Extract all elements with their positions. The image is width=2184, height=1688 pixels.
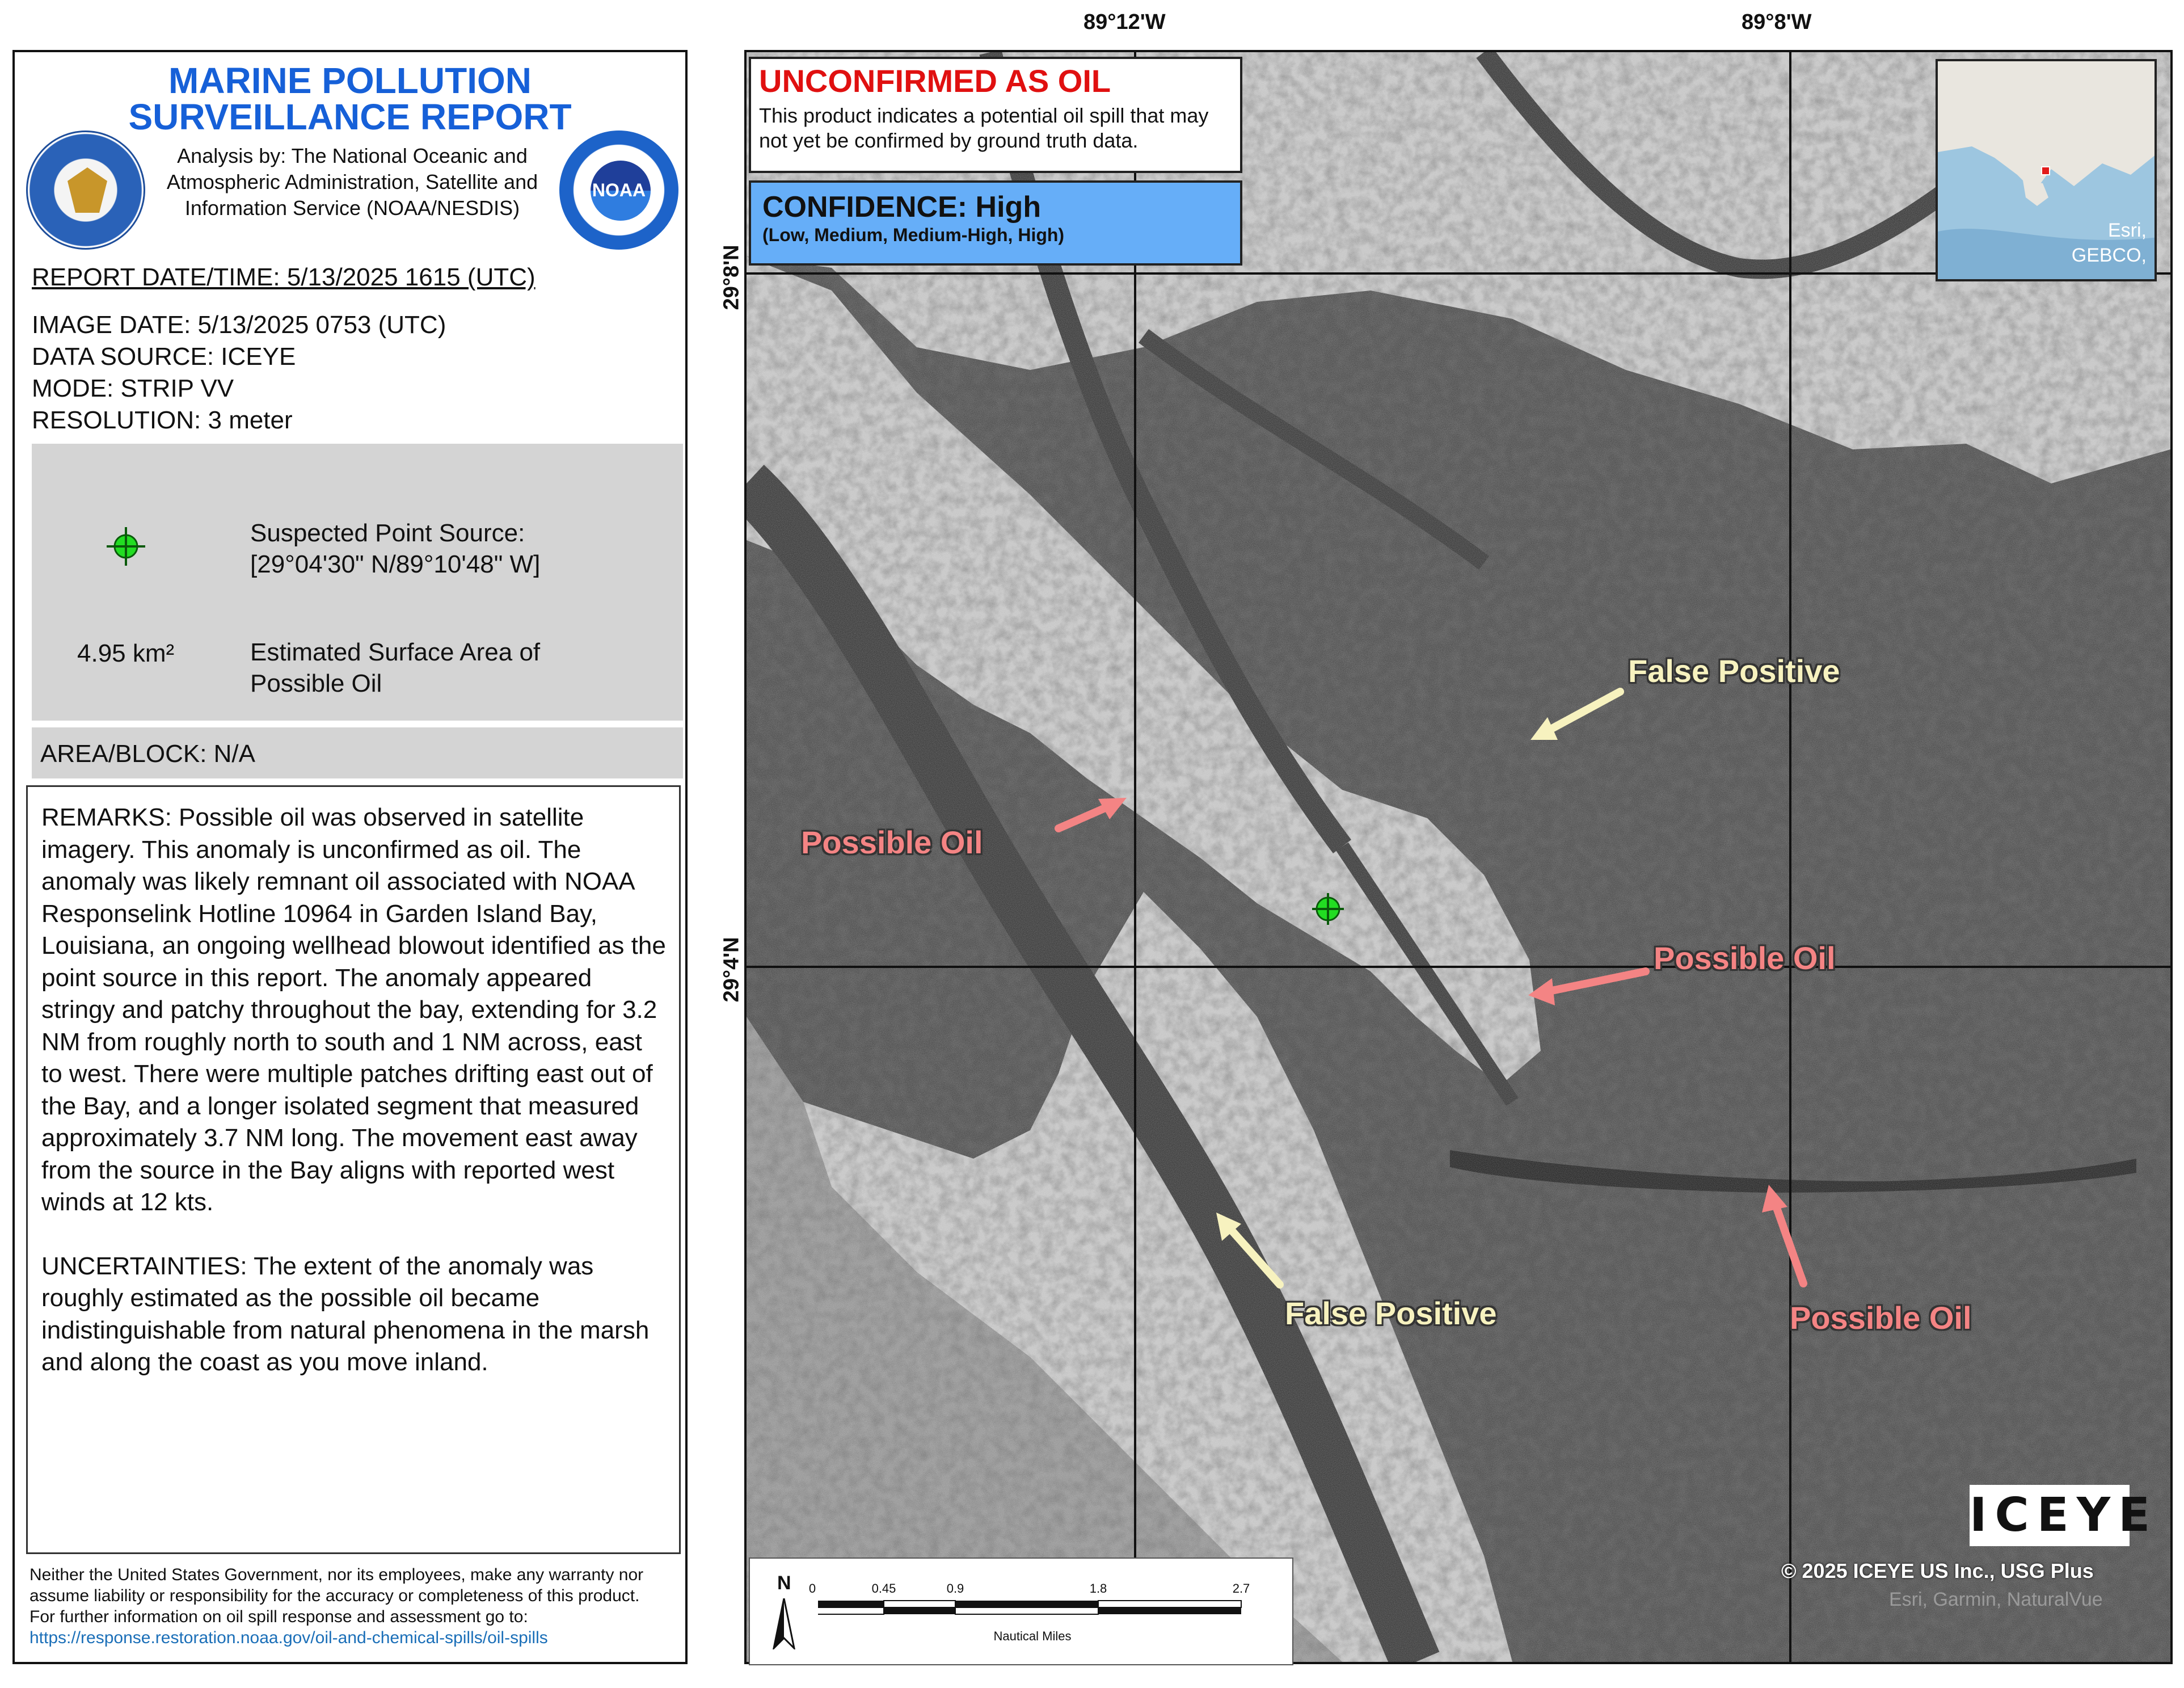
data-source: DATA SOURCE: ICEYE bbox=[32, 343, 296, 371]
unconfirmed-text: This product indicates a potential oil spill that may not yet be confirmed by ground truth data. bbox=[759, 104, 1209, 152]
confidence-title: CONFIDENCE: High bbox=[762, 191, 1042, 224]
noaa-logo bbox=[559, 131, 678, 250]
area-block: AREA/BLOCK: N/A bbox=[32, 727, 683, 778]
callout-false-positive-north: False Positive bbox=[1628, 653, 1840, 689]
surface-area-label-line-2: Possible Oil bbox=[250, 670, 382, 697]
confidence-box bbox=[749, 180, 1242, 266]
scale-tick-09: 0.9 bbox=[946, 1581, 964, 1596]
disclaimer bbox=[29, 1564, 682, 1648]
inset-credit-line-2: GEBCO, bbox=[2071, 245, 2147, 266]
mode: MODE: STRIP VV bbox=[32, 374, 234, 402]
image-date: IMAGE DATE: 5/13/2025 0753 (UTC) bbox=[32, 311, 446, 339]
surface-area-label bbox=[250, 637, 540, 699]
latitude-label-south: 29°4'N bbox=[719, 937, 744, 1003]
unconfirmed-title: UNCONFIRMED AS OIL bbox=[759, 63, 1111, 99]
further-info-text: For further information on oil spill response and assessment go to: bbox=[29, 1607, 528, 1626]
longitude-label-west: 89°12'W bbox=[1083, 10, 1166, 34]
legend-box bbox=[32, 444, 683, 721]
remarks-box bbox=[26, 785, 681, 1554]
callout-possible-oil-west: Possible Oil bbox=[801, 824, 983, 860]
report-datetime: REPORT DATE/TIME: 5/13/2025 1615 (UTC) bbox=[32, 263, 536, 291]
point-source-icon bbox=[106, 526, 146, 567]
inset-credit bbox=[2072, 218, 2147, 268]
latitude-label-north: 29°8'N bbox=[719, 245, 744, 310]
surface-area-value: 4.95 km² bbox=[77, 639, 175, 667]
title-line-1: MARINE POLLUTION bbox=[168, 60, 532, 101]
disclaimer-text: Neither the United States Government, nor its employees, make any warranty nor assume liability or responsibility for the accuracy or completeness of this product. bbox=[29, 1565, 644, 1605]
north-label: N bbox=[777, 1572, 791, 1594]
remarks-text: REMARKS: Possible oil was observed in satellite imagery. This anomaly is unconfirmed as oil. The anomaly was likely remnant oil associated with NOAA Responselink Hotline 10964 in Garden Island Bay, Louisiana, an ongoing wellhead blowout identified as the point source in this report. The anomaly appeared stringy and patchy throughout the bay, extending for 3.2 NM from roughly north to south and 1 NM across, east to west. There were multiple patches drifting east out of the Bay, and a longer isolated segment that measured approximately 3.7 NM long. The movement east away from the source in the Bay aligns with reported west winds at 12 kts. bbox=[41, 803, 666, 1216]
resolution: RESOLUTION: 3 meter bbox=[32, 406, 293, 434]
iceye-logo: ICEYE bbox=[1970, 1485, 2130, 1546]
scale-tick-27: 2.7 bbox=[1232, 1581, 1250, 1596]
locator-inset-map bbox=[1936, 59, 2157, 281]
eagle-icon bbox=[68, 167, 107, 213]
confidence-scale: (Low, Medium, Medium-High, High) bbox=[762, 225, 1065, 245]
scale-tick-045: 0.45 bbox=[871, 1581, 896, 1596]
scale-tick-0: 0 bbox=[808, 1581, 816, 1596]
copyright-text: © 2025 ICEYE US Inc., USG Plus bbox=[1781, 1559, 2094, 1582]
inset-location-marker bbox=[2042, 167, 2050, 175]
scale-bar-box bbox=[749, 1557, 1293, 1665]
unconfirmed-box bbox=[749, 57, 1242, 173]
scale-tick-18: 1.8 bbox=[1089, 1581, 1107, 1596]
scale-bar bbox=[818, 1599, 1249, 1617]
point-source-title: Suspected Point Source: bbox=[250, 519, 525, 547]
oil-spill-info-link[interactable]: https://response.restoration.noaa.gov/oil-and-chemical-spills/oil-spills bbox=[29, 1628, 548, 1647]
department-of-commerce-seal bbox=[26, 131, 145, 250]
longitude-label-east: 89°8'W bbox=[1742, 10, 1812, 34]
noaa-logo-text: NOAA bbox=[592, 180, 646, 200]
basemap-credit: Esri, Garmin, NaturalVue bbox=[1889, 1589, 2103, 1610]
point-source-coords: [29°04'30" N/89°10'48" W] bbox=[250, 550, 541, 578]
callout-possible-oil-slick: Possible Oil bbox=[1790, 1300, 1972, 1336]
title-line-2: SURVEILLANCE REPORT bbox=[128, 96, 572, 137]
report-panel bbox=[12, 50, 688, 1664]
inset-credit-line-1: Esri, bbox=[2108, 220, 2147, 241]
report-title bbox=[15, 62, 685, 135]
callout-possible-oil-east: Possible Oil bbox=[1654, 940, 1836, 976]
uncertainties-text: UNCERTAINTIES: The extent of the anomaly was roughly estimated as the possible oil became indistinguishable from natural phenomena in the marsh and along the coast as you move inland. bbox=[41, 1252, 650, 1376]
callout-false-positive-south: False Positive bbox=[1285, 1295, 1497, 1331]
analysis-credit: Analysis by: The National Oceanic and Atmospheric Administration, Satellite and Information Service (NOAA/NESDIS) bbox=[166, 144, 538, 220]
point-source-label bbox=[250, 517, 540, 580]
surface-area-label-line-1: Estimated Surface Area of bbox=[250, 638, 541, 666]
scale-units: Nautical Miles bbox=[993, 1629, 1072, 1643]
